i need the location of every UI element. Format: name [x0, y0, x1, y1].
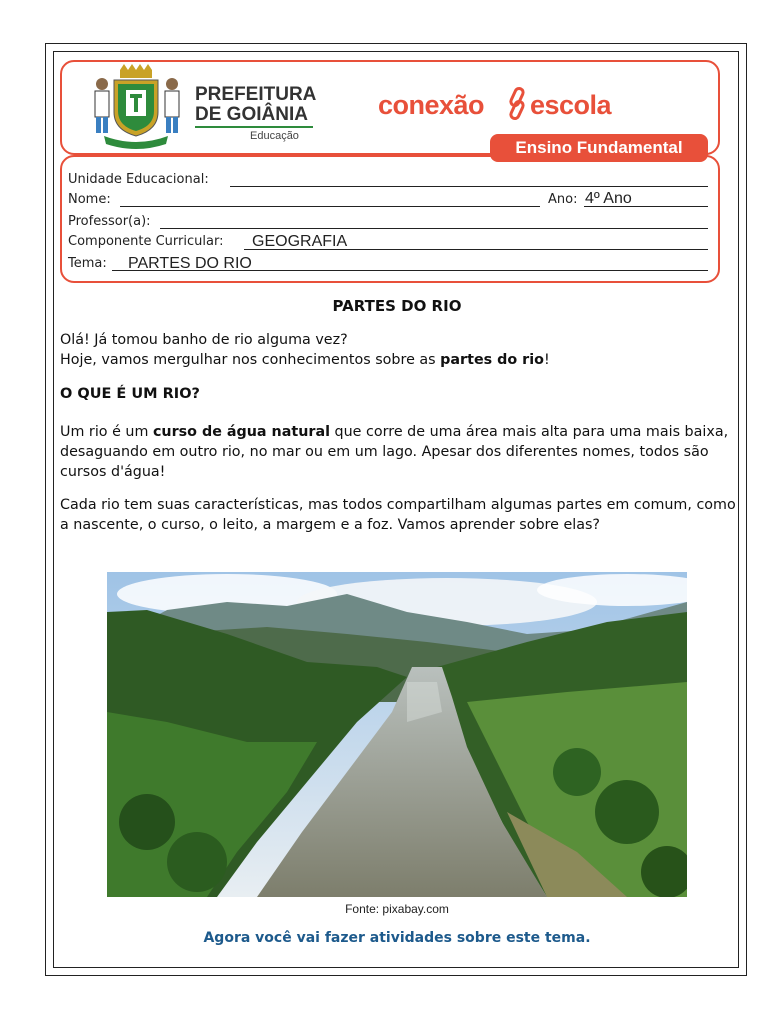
page-title: PARTES DO RIO [332, 297, 462, 315]
professor-field[interactable] [160, 228, 708, 229]
intro-text-bold: partes do rio [440, 352, 544, 368]
professor-label: Professor(a): [68, 214, 151, 229]
ano-value: 4º Ano [585, 190, 632, 207]
paragraph-definition [60, 422, 740, 482]
componente-value: GEOGRAFIA [252, 233, 348, 250]
prefeitura-divider [195, 126, 313, 128]
chain-link-icon [504, 86, 530, 122]
unidade-field[interactable] [230, 186, 708, 187]
para1-text-bold: curso de água natural [152, 424, 330, 440]
tema-label: Tema: [68, 256, 107, 271]
section-heading: O QUE É UM RIO? [60, 386, 200, 402]
river-photo [107, 572, 687, 897]
prefeitura-department: Educação [250, 130, 299, 142]
para1-text-c: que corre de uma área mais alta para uma mais baixa, desaguando em outro rio, no mar ou em um lago. Apesar dos diferentes nomes, todos são cursos d'água! [60, 424, 729, 480]
closing-instruction: Agora você vai fazer atividades sobre este tema. [203, 930, 591, 946]
level-badge: Ensino Fundamental [490, 134, 708, 162]
componente-label: Componente Curricular: [68, 234, 224, 249]
intro-text-end: ! [543, 352, 550, 368]
nome-field[interactable] [120, 206, 540, 207]
paragraph-parts: Cada rio tem suas características, mas todos compartilham algumas partes em comum, como a nascente, o curso, o leito, a margem e a foz. Vamos aprender sobre elas? [60, 497, 736, 533]
prefeitura-title-line1: PREFEITURA [195, 84, 317, 105]
para1-text-a: Um rio é um [60, 424, 153, 440]
intro-line-1: Olá! Já tomou banho de rio alguma vez? [60, 332, 348, 348]
intro-text-a: Hoje, vamos mergulhar nos conhecimentos sobre as [60, 352, 441, 368]
brand-conexao: conexão [378, 90, 485, 120]
unidade-label: Unidade Educacional: [68, 172, 209, 187]
nome-label: Nome: [68, 192, 111, 207]
tema-value: PARTES DO RIO [128, 255, 252, 272]
goiania-crest-logo [82, 64, 190, 150]
image-caption: Fonte: pixabay.com [345, 902, 449, 916]
ano-label: Ano: [548, 192, 578, 207]
brand-escola: escola [530, 90, 612, 120]
intro-line-2 [60, 350, 740, 370]
prefeitura-title-line2: DE GOIÂNIA [195, 104, 308, 125]
